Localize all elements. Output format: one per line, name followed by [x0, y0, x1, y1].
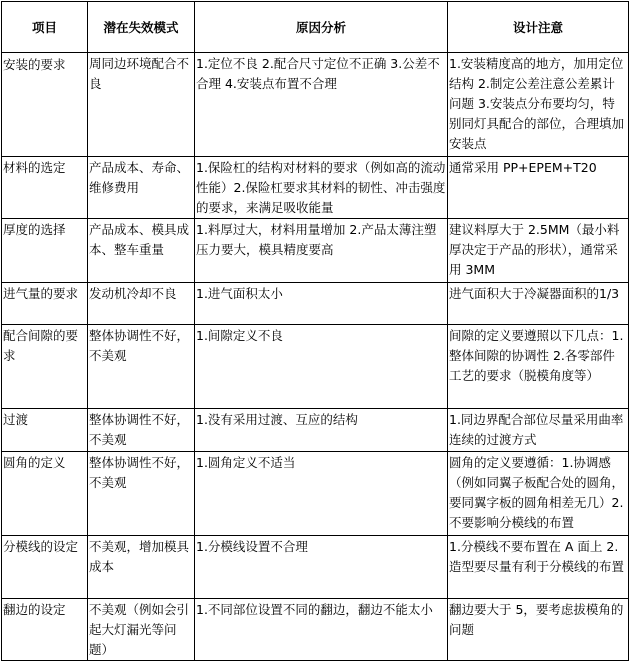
table-row — [2, 157, 629, 219]
item-cell: 翻边的设定 — [2, 599, 88, 661]
failure-mode-cell: 发动机冷却不良 — [88, 283, 195, 325]
item-cell: 进气量的要求 — [2, 283, 88, 325]
note-cell: 1.分模线不要布置在 A 面上 2.造型要尽量有利于分模线的布置 — [448, 536, 629, 599]
failure-mode-cell: 整体协调性不好，不美观 — [88, 325, 195, 409]
item-cell: 圆角的定义 — [2, 452, 88, 536]
table-row — [2, 219, 629, 283]
note-cell: 1.安装精度高的地方，加用定位结构 2.制定公差注意公差累计问题 3.安装点分布要均匀，特别同灯具配合的部位，合理填加安装点 — [448, 53, 629, 157]
item-cell: 安装的要求 — [2, 53, 88, 157]
table-row — [2, 325, 629, 409]
cause-cell: 1.圆角定义不适当 — [195, 452, 448, 536]
note-cell: 间隙的定义要遵照以下几点：1.整体间隙的协调性 2.各零部件工艺的要求（脱模角度等） — [448, 325, 629, 409]
item-cell: 厚度的选择 — [2, 219, 88, 283]
header-failure-mode: 潜在失效模式 — [88, 2, 195, 53]
failure-mode-cell: 产品成本、模具成本、整车重量 — [88, 219, 195, 283]
cause-cell: 1.间隙定义不良 — [195, 325, 448, 409]
table-row — [2, 599, 629, 661]
design-table — [1, 1, 629, 661]
table-row — [2, 536, 629, 599]
failure-mode-cell: 周同边环境配合不良 — [88, 53, 195, 157]
note-cell: 圆角的定义要遵循：1.协调感（例如同翼子板配合处的圆角，要同翼字板的圆角相差无几）2.不要影响分模线的布置 — [448, 452, 629, 536]
cause-cell: 1.定位不良 2.配合尺寸定位不正确 3.公差不合理 4.安装点布置不合理 — [195, 53, 448, 157]
note-cell: 翻边要大于 5，要考虑拔模角的问题 — [448, 599, 629, 661]
item-cell: 分模线的设定 — [2, 536, 88, 599]
cause-cell: 1.没有采用过渡、互应的结构 — [195, 409, 448, 452]
note-cell: 进气面积大于冷凝器面积的1/3 — [448, 283, 629, 325]
header-item: 项目 — [2, 2, 88, 53]
failure-mode-cell: 整体协调性不好，不美观 — [88, 409, 195, 452]
note-cell: 建议料厚大于 2.5MM（最小料厚决定于产品的形状），通常采用 3MM — [448, 219, 629, 283]
header-row — [2, 2, 629, 53]
failure-mode-cell: 整体协调性不好，不美观 — [88, 452, 195, 536]
item-cell: 材料的选定 — [2, 157, 88, 219]
failure-mode-cell: 不美观（例如会引起大灯漏光等问题） — [88, 599, 195, 661]
table-row — [2, 53, 629, 157]
item-cell: 配合间隙的要求 — [2, 325, 88, 409]
header-design-notes: 设计注意 — [448, 2, 629, 53]
item-cell: 过渡 — [2, 409, 88, 452]
table-row — [2, 283, 629, 325]
cause-cell: 1.料厚过大，材料用量增加 2.产品太薄注塑压力要大，模具精度要高 — [195, 219, 448, 283]
cause-cell: 1.分模线设置不合理 — [195, 536, 448, 599]
table-row — [2, 452, 629, 536]
failure-mode-cell: 产品成本、寿命、维修费用 — [88, 157, 195, 219]
cause-cell: 1.保险杠的结构对材料的要求（例如高的流动性能）2.保险杠要求其材料的韧性、冲击强度的要求，来满足吸收能量 — [195, 157, 448, 219]
failure-mode-cell: 不美观，增加模具成本 — [88, 536, 195, 599]
note-cell: 通常采用 PP+EPEM+T20 — [448, 157, 629, 219]
cause-cell: 1.进气面积太小 — [195, 283, 448, 325]
table-row — [2, 409, 629, 452]
header-cause-analysis: 原因分析 — [195, 2, 448, 53]
note-cell: 1.同边界配合部位尽量采用曲率连续的过渡方式 — [448, 409, 629, 452]
cause-cell: 1.不同部位设置不同的翻边，翻边不能太小 — [195, 599, 448, 661]
